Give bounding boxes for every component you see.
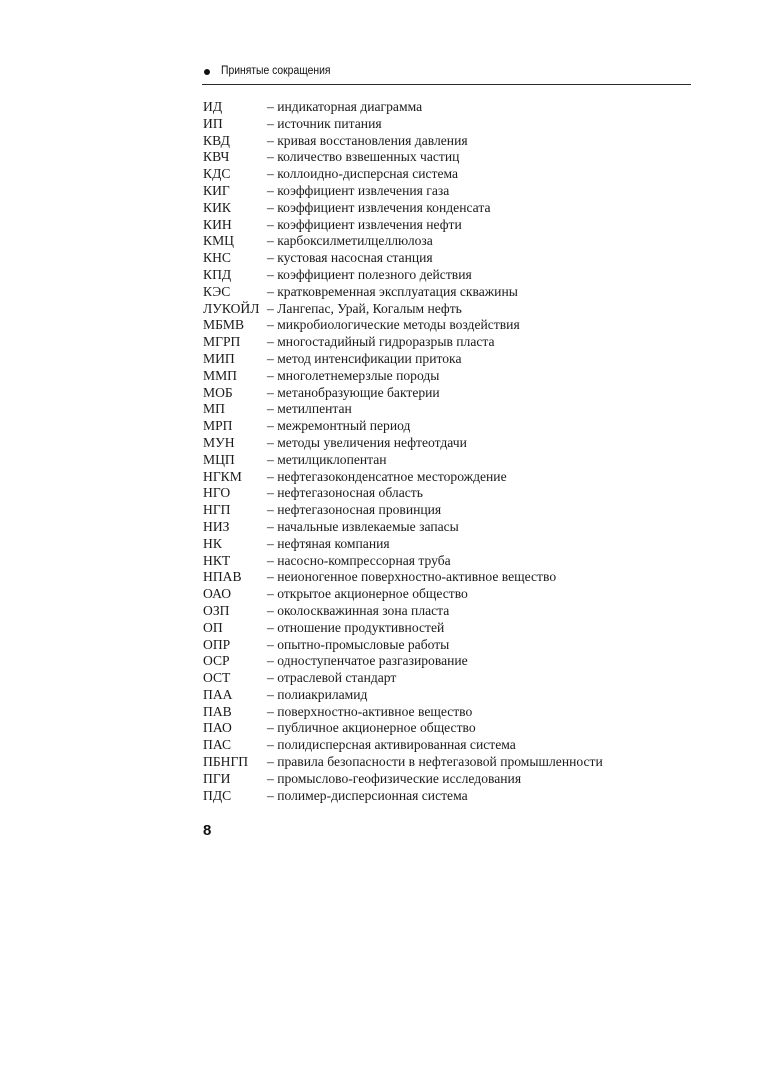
abbreviation-term: КВД xyxy=(203,132,230,148)
abbreviation-definition: – коэффициент полезного действия xyxy=(267,266,472,282)
abbreviation-term: ПГИ xyxy=(203,770,231,786)
abbreviation-definition: – многостадийный гидроразрыв пласта xyxy=(267,334,495,350)
abbreviation-term: ИП xyxy=(203,115,223,131)
running-header xyxy=(202,64,691,85)
abbreviation-definition: – источник питания xyxy=(267,115,382,131)
abbreviation-definition: – нефтяная компания xyxy=(267,535,390,551)
abbreviation-entry xyxy=(203,788,693,805)
abbreviation-entry xyxy=(203,670,693,687)
abbreviation-definition: – промыслово-геофизические исследования xyxy=(267,770,522,786)
abbreviation-entry xyxy=(203,385,693,402)
abbreviation-entry xyxy=(203,687,693,704)
abbreviation-entry xyxy=(203,536,693,553)
abbreviation-list xyxy=(203,99,693,804)
abbreviation-term: КЭС xyxy=(203,283,231,299)
abbreviation-term: НГО xyxy=(203,485,231,501)
abbreviation-term: ОСТ xyxy=(203,670,231,686)
abbreviation-term: КВЧ xyxy=(203,149,230,165)
abbreviation-term: НК xyxy=(203,535,222,551)
abbreviation-definition: – опытно-промысловые работы xyxy=(267,636,450,652)
abbreviation-entry xyxy=(203,351,693,368)
abbreviation-entry xyxy=(203,771,693,788)
abbreviation-entry xyxy=(203,133,693,150)
abbreviation-definition: – методы увеличения нефтеотдачи xyxy=(267,434,467,450)
abbreviation-term: ПАА xyxy=(203,686,233,702)
abbreviation-term: КДС xyxy=(203,166,231,182)
abbreviation-definition: – коэффициент извлечения нефти xyxy=(267,216,462,232)
abbreviation-term: МГРП xyxy=(203,334,241,350)
abbreviation-definition: – отношение продуктивностей xyxy=(267,619,445,635)
abbreviation-definition: – одноступенчатое разгазирование xyxy=(267,653,468,669)
abbreviation-entry xyxy=(203,603,693,620)
abbreviation-entry xyxy=(203,217,693,234)
abbreviation-entry xyxy=(203,368,693,385)
abbreviation-definition: – индикаторная диаграмма xyxy=(267,99,423,114)
abbreviation-definition: – начальные извлекаемые запасы xyxy=(267,518,459,534)
abbreviation-entry xyxy=(203,586,693,603)
abbreviation-definition: – нефтегазоносная область xyxy=(267,485,423,501)
abbreviation-entry xyxy=(203,334,693,351)
abbreviation-entry xyxy=(203,469,693,486)
abbreviation-definition: – околоскважинная зона пласта xyxy=(267,602,450,618)
abbreviation-entry xyxy=(203,200,693,217)
abbreviation-term: ИД xyxy=(203,99,223,114)
abbreviation-entry xyxy=(203,267,693,284)
abbreviation-entry xyxy=(203,737,693,754)
abbreviation-definition: – неионогенное поверхностно-активное вещество xyxy=(267,569,557,585)
abbreviation-term: НИЗ xyxy=(203,518,230,534)
abbreviation-entry xyxy=(203,519,693,536)
abbreviation-term: МБМВ xyxy=(203,317,245,333)
abbreviation-definition: – микробиологические методы воздействия xyxy=(267,317,520,333)
abbreviation-definition: – карбоксилметилцеллюлоза xyxy=(267,233,433,249)
abbreviation-term: МЦП xyxy=(203,451,235,467)
bullet-icon xyxy=(204,69,210,75)
abbreviation-entry xyxy=(203,166,693,183)
abbreviation-term: КИН xyxy=(203,216,232,232)
abbreviation-entry xyxy=(203,485,693,502)
abbreviation-definition: – кратковременная эксплуатация скважины xyxy=(267,283,518,299)
abbreviation-entry xyxy=(203,116,693,133)
abbreviation-term: ОПР xyxy=(203,636,231,652)
abbreviation-term: ОАО xyxy=(203,586,232,602)
abbreviation-entry xyxy=(203,317,693,334)
abbreviation-entry xyxy=(203,183,693,200)
abbreviation-entry xyxy=(203,99,693,116)
abbreviation-term: МОБ xyxy=(203,384,233,400)
abbreviation-entry xyxy=(203,284,693,301)
abbreviation-term: КИК xyxy=(203,199,231,215)
abbreviation-entry xyxy=(203,620,693,637)
abbreviation-entry xyxy=(203,754,693,771)
abbreviation-entry xyxy=(203,452,693,469)
abbreviation-term: ПАС xyxy=(203,737,232,753)
abbreviation-term: МУН xyxy=(203,434,235,450)
abbreviation-term: ОСР xyxy=(203,653,230,669)
abbreviation-entry xyxy=(203,250,693,267)
abbreviation-term: ОП xyxy=(203,619,223,635)
abbreviation-term: ПАО xyxy=(203,720,232,736)
header-title: Принятые сокращения xyxy=(221,65,331,77)
abbreviation-definition: – метанобразующие бактерии xyxy=(267,384,440,400)
abbreviation-entry xyxy=(203,704,693,721)
abbreviation-definition: – полимер-дисперсионная система xyxy=(267,787,468,803)
abbreviation-definition: – количество взвешенных частиц xyxy=(267,149,460,165)
abbreviation-term: ОЗП xyxy=(203,602,230,618)
abbreviation-definition: – многолетнемерзлые породы xyxy=(267,367,440,383)
abbreviation-definition: – отраслевой стандарт xyxy=(267,670,397,686)
abbreviation-entry xyxy=(203,502,693,519)
abbreviation-term: КМЦ xyxy=(203,233,234,249)
abbreviation-definition: – коэффициент извлечения газа xyxy=(267,182,450,198)
abbreviation-entry xyxy=(203,637,693,654)
abbreviation-definition: – кривая восстановления давления xyxy=(267,132,468,148)
abbreviation-term: НКТ xyxy=(203,552,231,568)
abbreviation-entry xyxy=(203,233,693,250)
abbreviation-entry xyxy=(203,435,693,452)
abbreviation-definition: – коллоидно-дисперсная система xyxy=(267,166,459,182)
abbreviation-term: ПБНГП xyxy=(203,754,249,770)
abbreviation-definition: – публичное акционерное общество xyxy=(267,720,476,736)
abbreviation-term: МРП xyxy=(203,418,233,434)
abbreviation-definition: – кустовая насосная станция xyxy=(267,250,433,266)
abbreviation-definition: – метилпентан xyxy=(267,401,352,417)
abbreviation-definition: – коэффициент извлечения конденсата xyxy=(267,199,491,215)
abbreviation-term: КПД xyxy=(203,266,232,282)
abbreviation-definition: – правила безопасности в нефтегазовой промышленности xyxy=(267,754,603,770)
abbreviation-term: МП xyxy=(203,401,225,417)
abbreviation-entry xyxy=(203,720,693,737)
abbreviation-entry xyxy=(203,569,693,586)
abbreviation-definition: – насосно-компрессорная труба xyxy=(267,552,451,568)
abbreviation-entry xyxy=(203,653,693,670)
abbreviation-term: ПАВ xyxy=(203,703,232,719)
abbreviation-term: ЛУКОЙЛ xyxy=(203,300,260,316)
abbreviation-definition: – метод интенсификации притока xyxy=(267,350,462,366)
abbreviation-term: ПДС xyxy=(203,787,232,803)
abbreviation-entry xyxy=(203,553,693,570)
abbreviation-definition: – поверхностно-активное вещество xyxy=(267,703,473,719)
abbreviation-definition: – нефтегазоконденсатное месторождение xyxy=(267,468,507,484)
abbreviation-definition: – нефтегазоносная провинция xyxy=(267,502,442,518)
abbreviation-term: КИГ xyxy=(203,182,230,198)
abbreviation-term: НПАВ xyxy=(203,569,242,585)
abbreviation-term: ММП xyxy=(203,367,237,383)
abbreviation-definition: – Лангепас, Урай, Когалым нефть xyxy=(267,300,462,316)
abbreviation-entry xyxy=(203,301,693,318)
abbreviation-term: НГП xyxy=(203,502,231,518)
abbreviation-term: НГКМ xyxy=(203,468,242,484)
abbreviation-definition: – метилциклопентан xyxy=(267,451,387,467)
abbreviation-definition: – межремонтный период xyxy=(267,418,411,434)
abbreviation-term: МИП xyxy=(203,350,235,366)
page-number: 8 xyxy=(203,822,212,839)
abbreviation-definition: – полидисперсная активированная система xyxy=(267,737,516,753)
abbreviation-term: КНС xyxy=(203,250,231,266)
abbreviation-entry xyxy=(203,149,693,166)
abbreviation-entry xyxy=(203,418,693,435)
abbreviation-definition: – полиакриламид xyxy=(267,686,368,702)
abbreviation-definition: – открытое акционерное общество xyxy=(267,586,468,602)
abbreviation-entry xyxy=(203,401,693,418)
